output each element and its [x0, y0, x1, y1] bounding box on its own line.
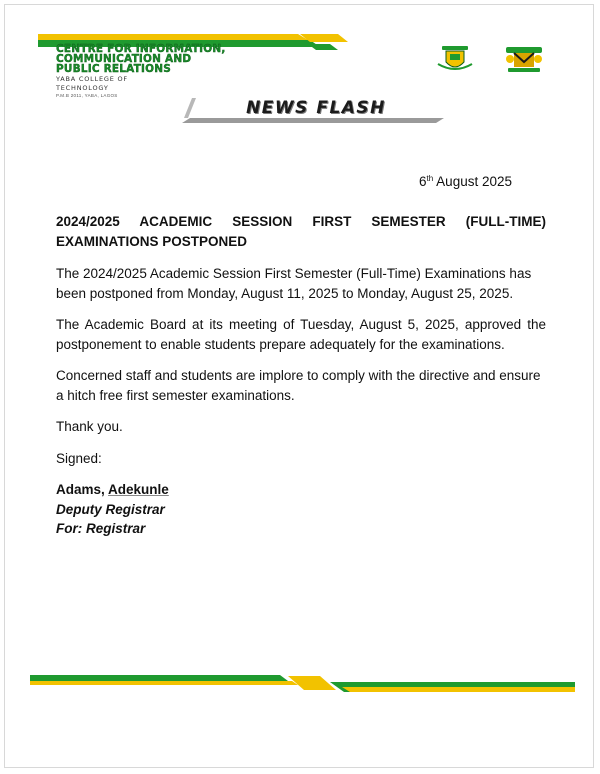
college-address: P.M.B 2011, YABA, LAGOS	[56, 93, 118, 98]
signed-label: Signed:	[56, 450, 102, 466]
signatory-name	[56, 480, 546, 500]
signatory-title: Deputy Registrar	[56, 501, 165, 517]
org-name-line-2: COMMUNICATION AND	[56, 53, 192, 65]
organization-block	[56, 44, 326, 98]
signatory-firstname: Adekunle	[108, 482, 169, 497]
paragraph-academic-board: The Academic Board at its meeting of Tuesday, August 5, 2025, approved the postponement to enable students prepare adequately for the examinations.	[56, 317, 546, 352]
coat-of-arms-icon	[502, 44, 546, 81]
heading-line-2: EXAMINATIONS POSTPONED	[56, 234, 248, 249]
college-name-line-2: TECHNOLOGY	[56, 84, 109, 92]
news-flash-banner	[182, 96, 452, 124]
date-suffix: th	[426, 174, 434, 183]
college-crest-icon	[436, 44, 474, 79]
signatory-for: For: Registrar	[56, 521, 146, 536]
heading-line-1: 2024/2025 ACADEMIC SESSION FIRST SEMESTER (FULL-TIME)	[56, 214, 546, 229]
paragraph-directive: Concerned staff and students are implore to comply with the directive and ensure a hitch free first semester examinations.	[56, 368, 541, 403]
document-body	[56, 212, 546, 539]
document-date	[419, 174, 512, 189]
closing-text: Thank you.	[56, 419, 123, 434]
footer-stripes-graphic	[30, 672, 575, 702]
news-flash-title: NEWS FLASH	[246, 98, 386, 118]
date-month-year: August 2025	[433, 174, 512, 189]
footer-stripes	[30, 672, 575, 707]
document-heading	[56, 212, 546, 252]
date-day: 6	[418, 174, 427, 189]
org-name-line-3: PUBLIC RELATIONS	[56, 63, 171, 75]
letterhead	[38, 30, 568, 100]
college-name-line-1: YABA COLLEGE OF	[56, 75, 128, 83]
paragraph-postponement: The 2024/2025 Academic Session First Semester (Full-Time) Examinations has been postponed from Monday, August 11, 2025 to Monday, August 25, 2025.	[56, 266, 532, 301]
org-name-line-1: CENTRE FOR INFORMATION,	[56, 43, 226, 55]
signatory-surname: Adams,	[56, 482, 105, 497]
